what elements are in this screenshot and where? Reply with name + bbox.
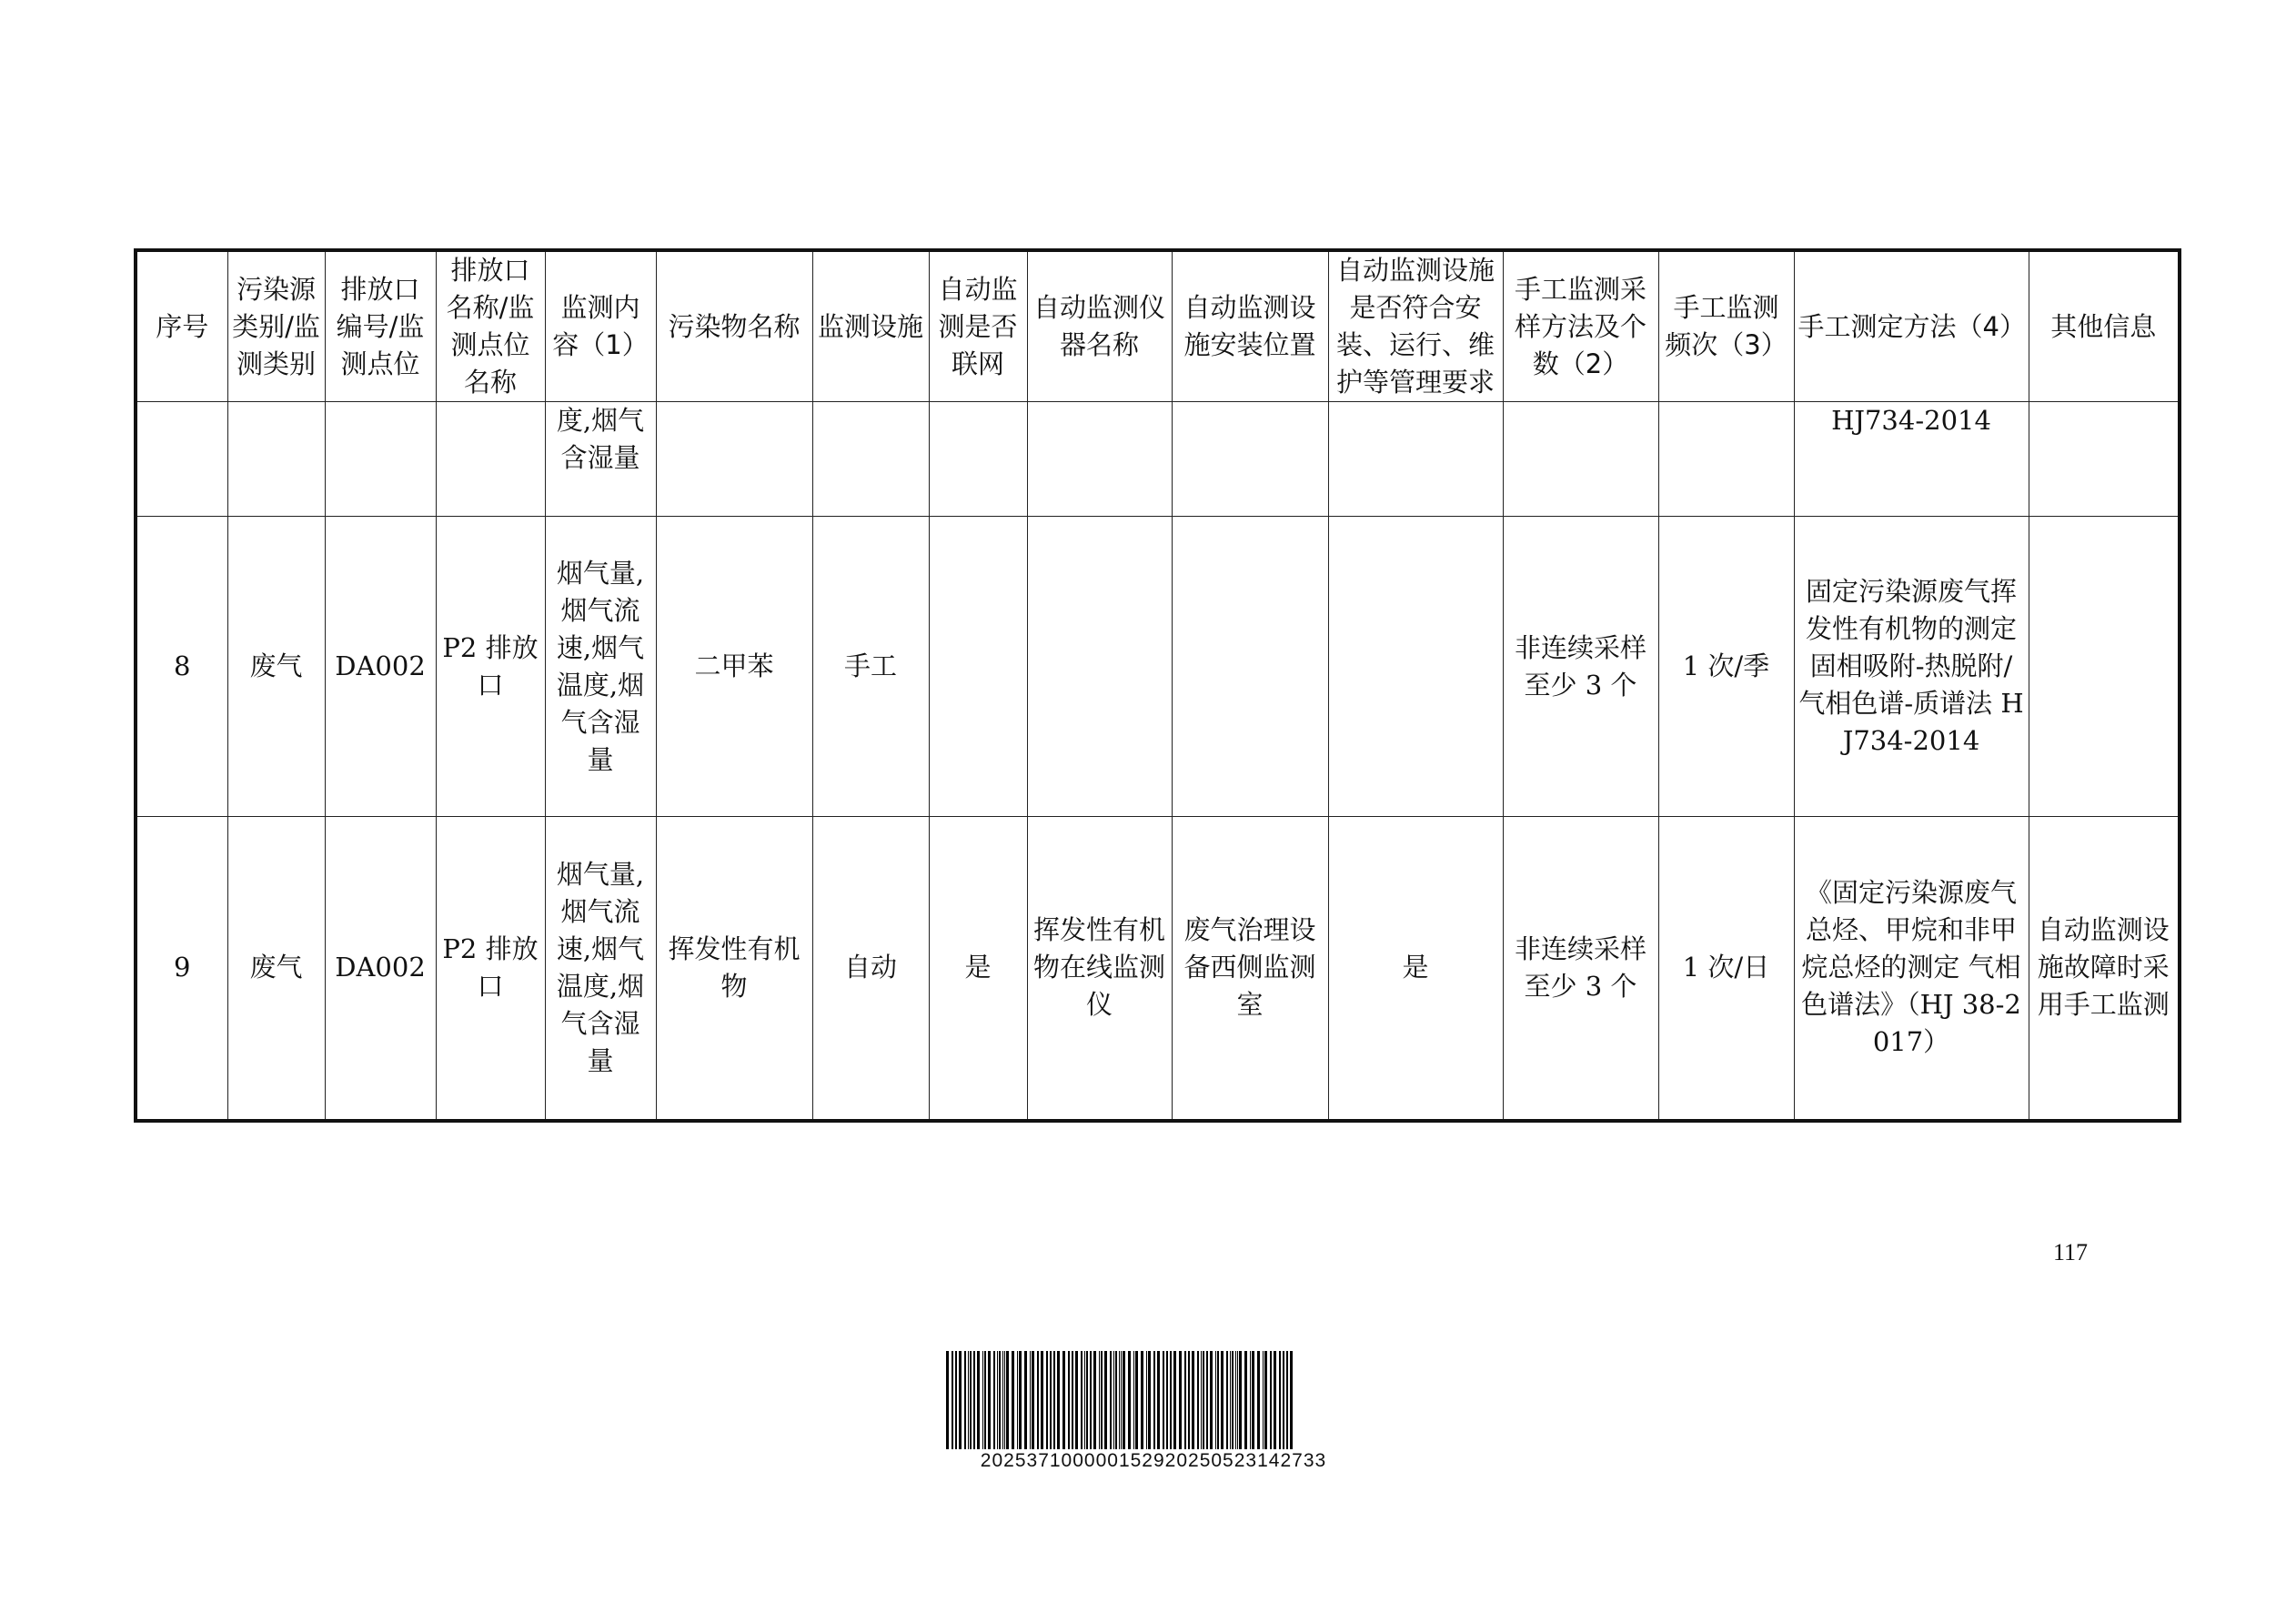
- cell-source-type: 废气: [227, 817, 325, 1121]
- table-header-row: [136, 250, 2180, 402]
- barcode-bar: [1270, 1351, 1272, 1449]
- barcode-bar: [1068, 1351, 1070, 1449]
- cell-monitor-content: 烟气量,烟气流速,烟气温度,烟气含湿量: [545, 817, 656, 1121]
- barcode-bar: [1279, 1351, 1281, 1449]
- barcode-bar: [1170, 1351, 1172, 1449]
- barcode-bar: [1090, 1351, 1092, 1449]
- cell-other-info: [2029, 402, 2180, 517]
- barcode-bar: [955, 1351, 957, 1449]
- barcode-bar: [964, 1351, 966, 1449]
- barcode-bar: [1184, 1351, 1186, 1449]
- barcode-bar: [1053, 1351, 1055, 1449]
- barcode-bar: [946, 1351, 949, 1449]
- barcode-bar: [1046, 1351, 1048, 1449]
- cell-facility: 手工: [812, 517, 929, 817]
- barcode-bar: [1030, 1351, 1031, 1449]
- cell-manual-sampling: [1503, 402, 1658, 517]
- barcode-bar: [1050, 1351, 1052, 1449]
- barcode-bar: [1121, 1351, 1122, 1449]
- barcode-bar: [1192, 1351, 1194, 1449]
- col-header-install-location: 自动监测设施安装位置: [1172, 250, 1328, 402]
- barcode-bar: [1188, 1351, 1190, 1449]
- barcode-bar: [1283, 1351, 1284, 1449]
- barcode-bar: [1157, 1351, 1160, 1449]
- barcode-bar: [1141, 1351, 1143, 1449]
- barcode-bar: [977, 1351, 980, 1449]
- barcode-bar: [1217, 1351, 1219, 1449]
- barcode-bar: [1244, 1351, 1247, 1449]
- barcode-bar: [1128, 1351, 1131, 1449]
- col-header-instrument: 自动监测仪器名称: [1027, 250, 1172, 402]
- cell-manual-frequency: 1 次/季: [1658, 517, 1794, 817]
- cell-pollutant: [656, 402, 812, 517]
- barcode-bar: [1123, 1351, 1125, 1449]
- barcode-bar: [1230, 1351, 1231, 1449]
- barcode-bar: [1133, 1351, 1134, 1449]
- col-header-pollutant: 污染物名称: [656, 250, 812, 402]
- barcode-bar: [993, 1351, 995, 1449]
- barcode-bar: [1263, 1351, 1264, 1449]
- barcode-bar: [1232, 1351, 1234, 1449]
- barcode-bar: [1210, 1351, 1213, 1449]
- barcode-bar: [1024, 1351, 1027, 1449]
- cell-other-info: 自动监测设施故障时采用手工监测: [2029, 817, 2180, 1121]
- col-header-facility: 监测设施: [812, 250, 929, 402]
- barcode-bar: [1037, 1351, 1039, 1449]
- barcode-bar: [1110, 1351, 1112, 1449]
- col-header-outlet-name: 排放口名称/监测点位名称: [436, 250, 545, 402]
- cell-facility: [812, 402, 929, 517]
- barcode-bar: [1237, 1351, 1238, 1449]
- barcode-bar: [1032, 1351, 1034, 1449]
- cell-facility: 自动: [812, 817, 929, 1121]
- cell-manual-method: 《固定污染源废气 总烃、甲烷和非甲烷总烃的测定 气相色谱法》（HJ 38-2017）: [1794, 817, 2029, 1121]
- col-header-networked: 自动监测是否联网: [929, 250, 1027, 402]
- barcode-bar: [1006, 1351, 1009, 1449]
- cell-instrument: 挥发性有机物在线监测仪: [1027, 817, 1172, 1121]
- cell-manual-sampling: 非连续采样 至少 3 个: [1503, 817, 1658, 1121]
- barcode-bar: [1041, 1351, 1043, 1449]
- cell-instrument: [1027, 402, 1172, 517]
- table-row: [136, 817, 2180, 1121]
- cell-source-type: 废气: [227, 517, 325, 817]
- col-header-manual-method: 手工测定方法（4）: [1794, 250, 2029, 402]
- cell-monitor-content: 度,烟气含湿量: [545, 402, 656, 517]
- barcode-bar: [1206, 1351, 1208, 1449]
- cell-networked: [929, 517, 1027, 817]
- barcode-bar: [1113, 1351, 1114, 1449]
- barcode-bar: [952, 1351, 953, 1449]
- barcode-bar: [1264, 1351, 1267, 1449]
- barcode-bar: [1017, 1351, 1018, 1449]
- col-header-compliance: 自动监测设施是否符合安装、运行、维护等管理要求: [1328, 250, 1503, 402]
- barcode-bar: [988, 1351, 991, 1449]
- cell-seq: [136, 402, 227, 517]
- cell-manual-method: HJ734-2014: [1794, 402, 2029, 517]
- cell-manual-frequency: 1 次/日: [1658, 817, 1794, 1121]
- barcode-bar: [1226, 1351, 1228, 1449]
- barcode-bar: [1101, 1351, 1103, 1449]
- barcode-bar: [1239, 1351, 1242, 1449]
- cell-outlet-code: [325, 402, 436, 517]
- table-row: [136, 402, 2180, 517]
- barcode-bar: [1057, 1351, 1060, 1449]
- barcode-bar: [982, 1351, 983, 1449]
- col-header-outlet-code: 排放口编号/监测点位: [325, 250, 436, 402]
- barcode-bar: [1286, 1351, 1288, 1449]
- col-header-seq: 序号: [136, 250, 227, 402]
- cell-instrument: [1027, 517, 1172, 817]
- monitoring-table: [134, 248, 2181, 1123]
- barcode-bar: [999, 1351, 1001, 1449]
- cell-networked: 是: [929, 817, 1027, 1121]
- cell-pollutant: 挥发性有机物: [656, 817, 812, 1121]
- cell-pollutant: 二甲苯: [656, 517, 812, 817]
- cell-install-location: [1172, 517, 1328, 817]
- barcode-bar: [1099, 1351, 1100, 1449]
- cell-manual-method: 固定污染源废气挥发性有机物的测定 固相吸附-热脱附/气相色谱-质谱法 HJ734-2014: [1794, 517, 2029, 817]
- barcode-bar: [968, 1351, 969, 1449]
- cell-seq: 8: [136, 517, 227, 817]
- barcode-bar: [970, 1351, 972, 1449]
- cell-outlet-code: DA002: [325, 517, 436, 817]
- barcode-bar: [1012, 1351, 1014, 1449]
- barcode-bar: [959, 1351, 962, 1449]
- barcode-bar: [997, 1351, 998, 1449]
- cell-compliance: [1328, 402, 1503, 517]
- cell-source-type: [227, 402, 325, 517]
- barcode-bar: [1019, 1351, 1022, 1449]
- barcode-bar: [1093, 1351, 1096, 1449]
- barcode-bar: [1215, 1351, 1216, 1449]
- cell-outlet-name: P2 排放口: [436, 517, 545, 817]
- barcode-bar: [1153, 1351, 1155, 1449]
- barcode-bar: [1197, 1351, 1199, 1449]
- barcode-bar: [1086, 1351, 1088, 1449]
- barcode-image: [942, 1351, 1365, 1449]
- col-header-monitor-content: 监测内容（1）: [545, 250, 656, 402]
- barcode-bar: [1075, 1351, 1078, 1449]
- barcode-bar: [1081, 1351, 1083, 1449]
- barcode-bar: [1148, 1351, 1151, 1449]
- barcode-number: 20253710000015292025052314273​3: [980, 1450, 1327, 1471]
- col-header-manual-frequency: 手工监测频次（3）: [1658, 250, 1794, 402]
- cell-outlet-name: P2 排放口: [436, 817, 545, 1121]
- barcode-bar: [1072, 1351, 1073, 1449]
- cell-install-location: [1172, 402, 1328, 517]
- col-header-source-type: 污染源类别/监测类别: [227, 250, 325, 402]
- barcode-bar: [1173, 1351, 1176, 1449]
- barcode-bar: [1104, 1351, 1107, 1449]
- barcode-bar: [1119, 1351, 1120, 1449]
- barcode-bar: [1002, 1351, 1003, 1449]
- col-header-manual-sampling: 手工监测采样方法及个数（2）: [1503, 250, 1658, 402]
- cell-manual-frequency: [1658, 402, 1794, 517]
- cell-compliance: [1328, 517, 1503, 817]
- barcode-bar: [1252, 1351, 1254, 1449]
- cell-monitor-content: 烟气量,烟气流速,烟气温度,烟气含湿量: [545, 517, 656, 817]
- barcode-bar: [1135, 1351, 1138, 1449]
- cell-outlet-code: DA002: [325, 817, 436, 1121]
- page-number: 117: [2052, 1239, 2089, 1265]
- barcode-bar: [984, 1351, 986, 1449]
- cell-install-location: 废气治理设备西侧监测室: [1172, 817, 1328, 1121]
- cell-manual-sampling: 非连续采样 至少 3 个: [1503, 517, 1658, 817]
- table-row: [136, 517, 2180, 817]
- cell-seq: 9: [136, 817, 227, 1121]
- barcode-bar: [1274, 1351, 1276, 1449]
- barcode-bar: [1203, 1351, 1204, 1449]
- cell-other-info: [2029, 517, 2180, 817]
- barcode-bar: [1146, 1351, 1147, 1449]
- barcode-bar: [1179, 1351, 1182, 1449]
- barcode-bar: [1115, 1351, 1117, 1449]
- barcode-bar: [1235, 1351, 1236, 1449]
- barcode-bar: [1004, 1351, 1005, 1449]
- barcode-bar: [1290, 1351, 1293, 1449]
- barcode-bar: [1201, 1351, 1202, 1449]
- barcode-bar: [1250, 1351, 1251, 1449]
- barcode-bar: [1257, 1351, 1260, 1449]
- barcode-bar: [1084, 1351, 1085, 1449]
- barcode-bar: [1062, 1351, 1065, 1449]
- barcode-bar: [973, 1351, 975, 1449]
- barcode-bar: [1221, 1351, 1224, 1449]
- col-header-other-info: 其他信息: [2029, 250, 2180, 402]
- cell-outlet-name: [436, 402, 545, 517]
- cell-compliance: 是: [1328, 817, 1503, 1121]
- cell-networked: [929, 402, 1027, 517]
- barcode-bar: [1163, 1351, 1164, 1449]
- barcode-bar: [1166, 1351, 1168, 1449]
